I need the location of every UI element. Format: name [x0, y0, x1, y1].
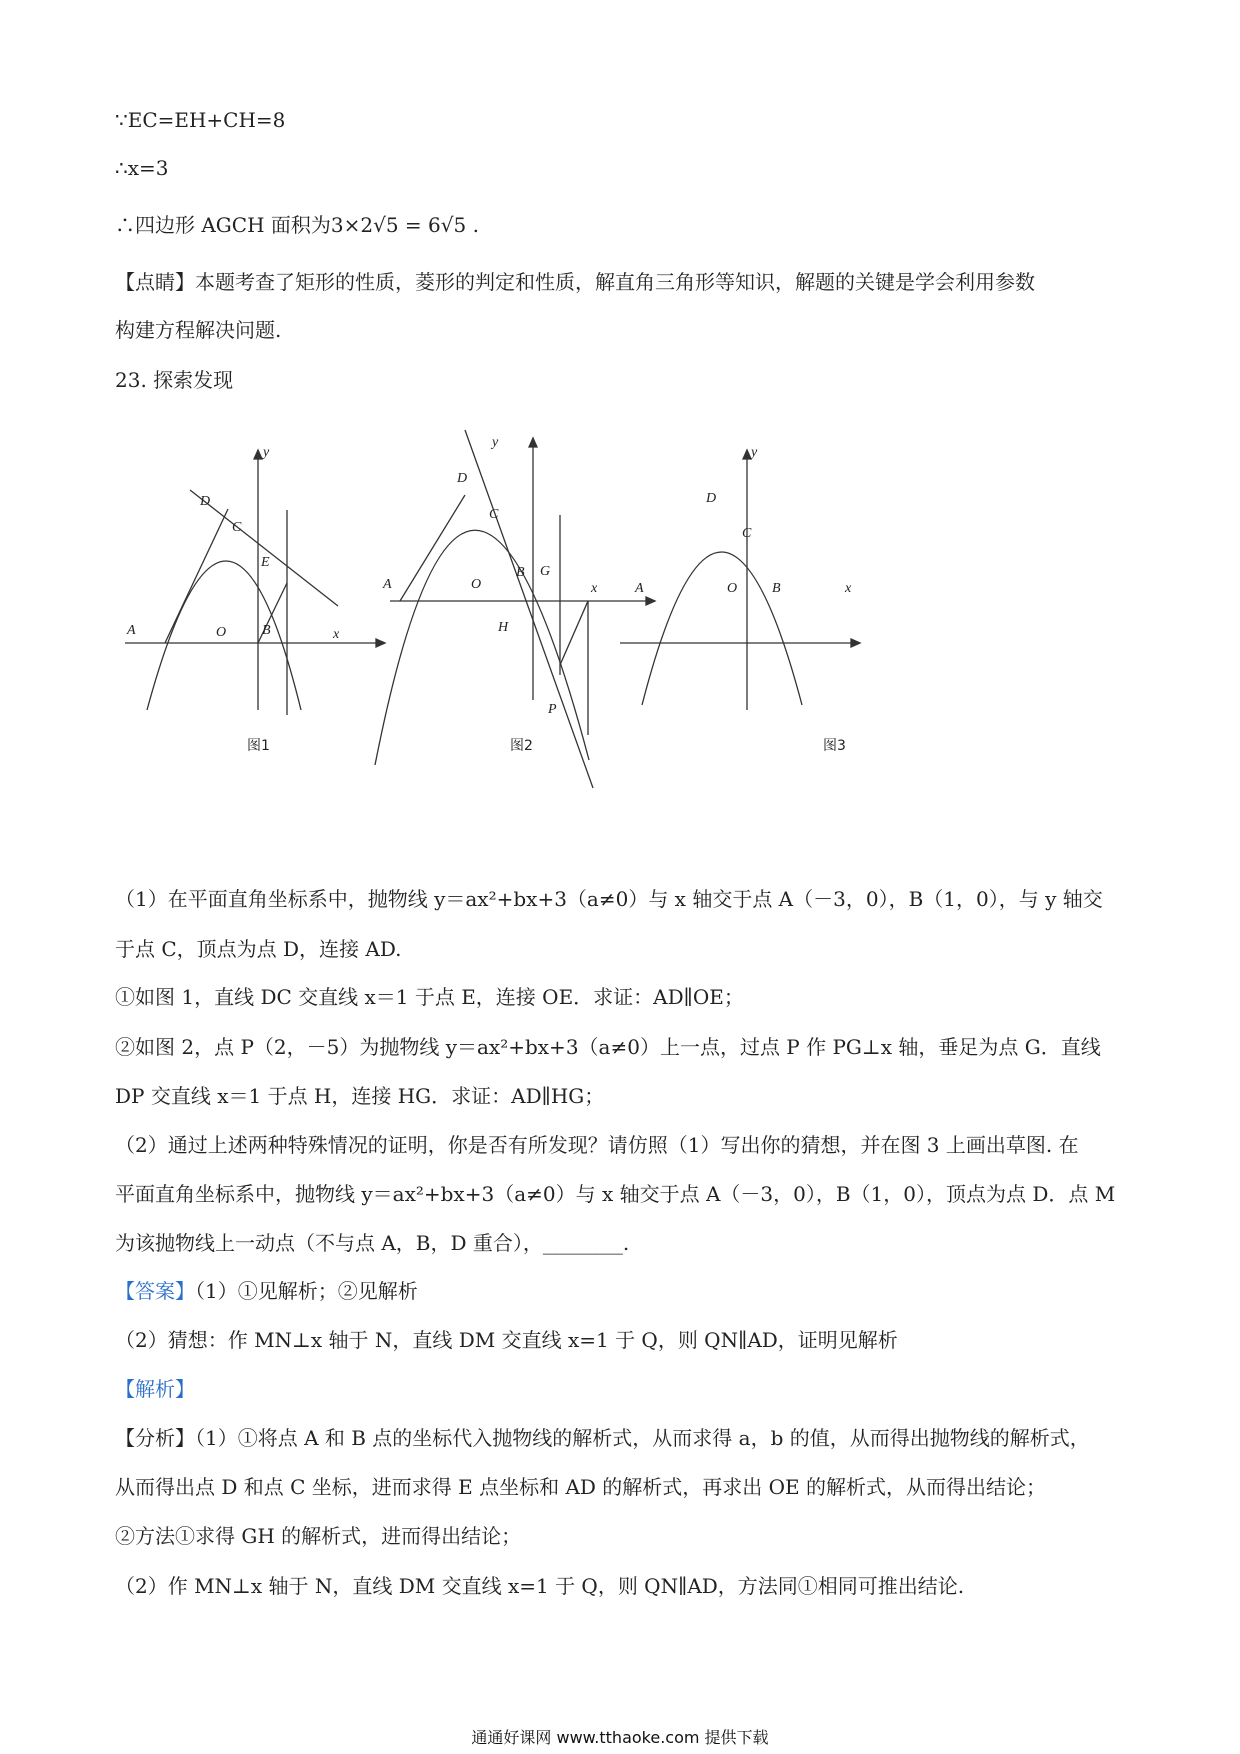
fig3-label-y: y: [751, 445, 758, 460]
fig1-label-a: A: [127, 623, 136, 638]
answer-1: （1）①见解析；②见解析: [195, 1279, 418, 1303]
fig1-label-b: B: [262, 623, 271, 638]
fig3-caption: 图3: [823, 738, 846, 754]
footer-watermark: 通通好课网 www.tthaoke.com 提供下载: [471, 1728, 769, 1747]
question-line-6: （2）通过上述两种特殊情况的证明，你是否有所发现？请仿照（1）写出你的猜想，并在图 3 上画出草图. 在: [115, 1133, 1079, 1157]
fig3-parabola: [642, 552, 802, 705]
fig2-segment-hg: [560, 601, 588, 665]
fig3-x-arrow: [851, 639, 860, 647]
fig3-label-b: B: [772, 581, 781, 596]
answer-tag: 【答案】: [115, 1279, 195, 1303]
fig2-label-y: y: [492, 435, 499, 450]
fig2-label-a: A: [383, 577, 392, 592]
fig1-label-d: D: [200, 494, 211, 509]
fig1-label-c: C: [232, 520, 242, 535]
question-line-3: ①如图 1，直线 DC 交直线 x＝1 于点 E，连接 OE．求证：AD∥OE；: [115, 985, 744, 1009]
fig3-label-d: D: [706, 491, 717, 506]
fig1-x-arrow: [376, 639, 385, 647]
fig2-label-h: H: [498, 620, 509, 635]
text-line-4: 【点睛】本题考查了矩形的性质，菱形的判定和性质，解直角三角形等知识，解题的关键是学会利用参数: [115, 270, 1035, 294]
fig1-caption: 图1: [247, 738, 270, 754]
fig2-segment-ad: [400, 495, 465, 601]
fig3-y-arrow: [743, 450, 751, 459]
question-line-7: 平面直角坐标系中，抛物线 y＝ax²+bx+3（a≠0）与 x 轴交于点 A（－3，0），B（1，0），顶点为点 D．点 M: [115, 1182, 1116, 1206]
analysis-line-4: （2）作 MN⊥x 轴于 N，直线 DM 交直线 x=1 于 Q，则 QN∥AD，方法同①相同可推出结论.: [115, 1574, 965, 1598]
text-line-1: ∵EC=EH+CH=8: [115, 108, 286, 132]
fig1-label-o: O: [216, 625, 227, 640]
fig2-x-arrow: [646, 597, 655, 605]
analysis-line-1: 【分析】（1）①将点 A 和 B 点的坐标代入抛物线的解析式，从而求得 a，b 的值，从而得出抛物线的解析式，: [115, 1426, 1090, 1450]
fig2-label-c: C: [489, 507, 499, 522]
answer-line-1: [115, 1277, 418, 1305]
fig2-label-p: P: [548, 702, 557, 717]
text-line-2: ∴x=3: [115, 156, 169, 180]
fig2-y-arrow: [529, 438, 537, 447]
text-line-3: ∴四边形 AGCH 面积为3×2√5 = 6√5 .: [115, 213, 479, 237]
fig1-y-arrow: [254, 450, 262, 459]
answer-line-2: （2）猜想：作 MN⊥x 轴于 N，直线 DM 交直线 x=1 于 Q，则 QN∥AD，证明见解析: [115, 1328, 898, 1352]
figure-1: [125, 450, 385, 715]
analysis-line-3: ②方法①求得 GH 的解析式，进而得出结论；: [115, 1524, 522, 1548]
figure-2: [375, 430, 655, 788]
fig2-label-g: G: [540, 564, 551, 579]
fig2-label-d: D: [457, 471, 468, 486]
fig3-label-x: x: [845, 581, 852, 596]
figures-svg: [115, 420, 975, 800]
fig2-label-x: x: [591, 581, 598, 596]
fig1-label-e: E: [261, 555, 270, 570]
fig2-label-o: O: [471, 577, 482, 592]
question-line-5: DP 交直线 x＝1 于点 H，连接 HG．求证：AD∥HG；: [115, 1084, 605, 1108]
fig3-label-a: A: [635, 581, 644, 596]
fig2-label-b: B: [516, 565, 525, 580]
fig1-label-x: x: [333, 627, 340, 642]
figures-row: [115, 420, 975, 800]
figure-3: [620, 450, 860, 710]
question-line-1: （1）在平面直角坐标系中，抛物线 y＝ax²+bx+3（a≠0）与 x 轴交于点 A（－3，0），B（1，0），与 y 轴交: [115, 887, 1103, 911]
analysis-line-2: 从而得出点 D 和点 C 坐标，进而求得 E 点坐标和 AD 的解析式，再求出 OE 的解析式，从而得出结论；: [115, 1475, 1046, 1499]
text-line-5: 构建方程解决问题.: [115, 318, 282, 342]
fig3-label-c: C: [742, 526, 752, 541]
fig1-label-y: y: [263, 445, 270, 460]
fig1-segment-ad: [165, 509, 228, 643]
question-line-4: ②如图 2，点 P（2，－5）为抛物线 y＝ax²+bx+3（a≠0）上一点，过点 P 作 PG⊥x 轴，垂足为点 G．直线: [115, 1035, 1101, 1059]
fig2-caption: 图2: [510, 738, 533, 754]
fig2-line-dp: [465, 430, 593, 788]
fig1-line-dc: [190, 490, 338, 606]
fig2-parabola: [375, 530, 589, 765]
analysis-tag: 【解析】: [115, 1377, 195, 1401]
fig3-label-o: O: [727, 581, 738, 596]
question-line-8: 为该抛物线上一动点（不与点 A，B，D 重合），________.: [115, 1231, 630, 1255]
question-line-2: 于点 C，顶点为点 D，连接 AD.: [115, 937, 402, 961]
question-number: 23. 探索发现: [115, 368, 234, 392]
